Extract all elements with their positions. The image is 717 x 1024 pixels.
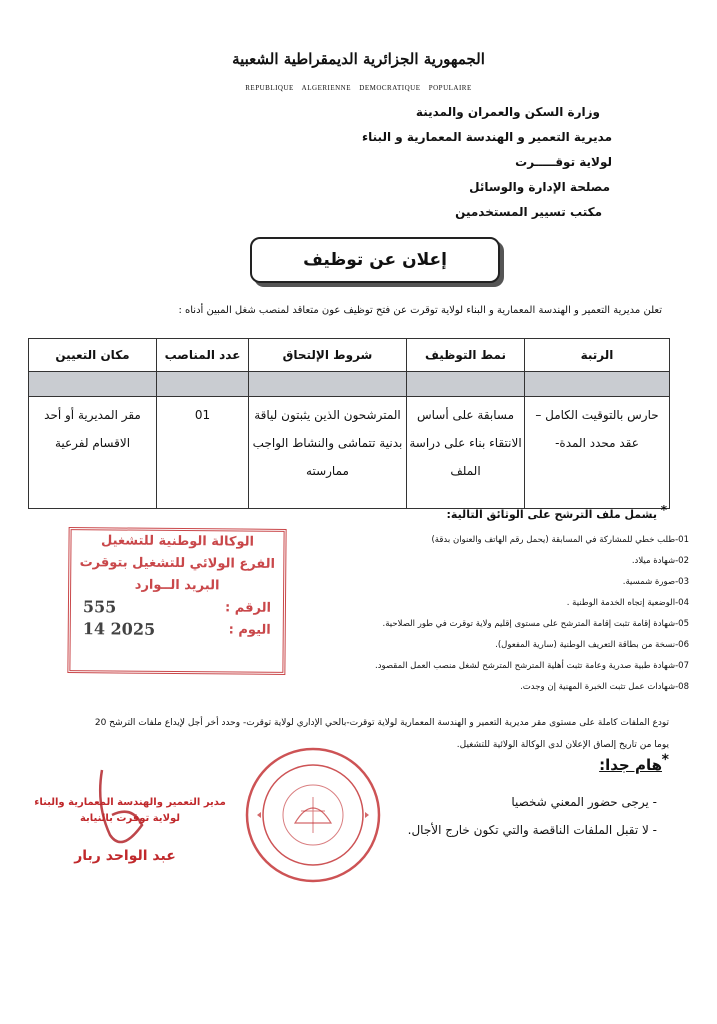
header-location: مكان التعيين: [29, 339, 157, 372]
list-item: 02-شهادة ميلاد.: [631, 556, 689, 566]
stamp-agency-line3: البريد الــوارد: [134, 577, 220, 594]
cell-recruitment-mode: مسابقة على أساس الانتقاء بناء على دراسة الملف: [407, 397, 525, 509]
cell-positions-count: 01: [157, 397, 249, 509]
job-table: [28, 338, 670, 509]
note-item: - لا تقبل الملفات الناقصة والتي تكون خارج الأجال.: [407, 823, 657, 837]
stamp-number-label: الرقم :: [225, 600, 272, 616]
header-rank: الرتبة: [525, 339, 670, 372]
stamp-number: 555: [82, 597, 117, 617]
service-line: مصلحة الإدارة والوسائل: [469, 180, 610, 194]
header-recruitment-mode: نمط التوظيف: [407, 339, 525, 372]
wilaya-line: لولاية توقـــــرت: [515, 155, 612, 169]
administration-header: [292, 100, 612, 225]
cell-conditions: المترشحون الذين يثبتون لياقة بدنية تتماشى والنشاط الواجب ممارسته: [249, 397, 407, 509]
list-item: 08-شهادات عمل تثبت الخبرة المهنية إن وجدت.: [520, 682, 689, 692]
list-item: 06-نسخة من بطاقة التعريف الوطنية (سارية المفعول).: [495, 640, 689, 650]
list-item: 01-طلب خطي للمشاركة في المسابقة (يحمل رقم الهاتف والعنوان بدقة): [431, 535, 689, 545]
republic-title-french: REPUBLIQUE ALGERIENNE DEMOCRATIQUE POPULAIRE: [245, 84, 472, 92]
ministry-line: وزارة السكن والعمران والمدينة: [415, 105, 600, 119]
announcement-title: إعلان عن توظيف: [250, 237, 500, 283]
documents-heading: يشمل ملف الترشح على الوثائق التالية:: [446, 508, 657, 521]
table-shade-row: [29, 372, 670, 397]
official-round-seal: [243, 745, 383, 885]
stamp-date-label: اليوم :: [228, 622, 271, 638]
signatory-name: عبد الواحد ربار: [74, 848, 176, 864]
list-item: 04-الوضعية إتجاه الخدمة الوطنية .: [566, 598, 689, 608]
stamp-agency-line2: الفرع الولائي للتشغيل بتوقرت: [79, 555, 276, 572]
agency-received-stamp: [67, 527, 286, 675]
note-item: - يرجى حضور المعني شخصيا: [511, 795, 657, 809]
signatory-line2: لولاية توقرت بالنيابة: [79, 813, 181, 824]
important-notes: [408, 788, 657, 844]
deposit-line: تودع الملفات كاملة على مستوى مقر مديرية التعمير و الهندسة المعمارية لولاية توقرت-بالحي الإداري لولاية توقرت- وحدد أخر أجل لإيداع ملفات الترشح 20: [94, 718, 669, 728]
header-positions-count: عدد المناصب: [157, 339, 249, 372]
office-line: مكتب تسيير المستخدمين: [455, 205, 602, 219]
important-heading: هام جدا:: [599, 756, 662, 774]
documents-star: *: [660, 503, 667, 517]
list-item: 07-شهادة طبية صدرية وعامة تثبت أهلية المترشح المترشح لشغل منصب العمل المقصود.: [375, 661, 689, 671]
republic-title-arabic: الجمهورية الجزائرية الديمقراطية الشعبية: [232, 50, 485, 68]
deposit-line: يوما من تاريخ إلصاق الإعلان لدى الوكالة الولائية للتشغيل.: [456, 740, 669, 750]
list-item: 05-شهادة إقامة تثبت إقامة المترشح على مستوى إقليم ولاية توقرت في طور الصلاحية.: [382, 619, 689, 629]
header-conditions: شروط الإلتحاق: [249, 339, 407, 372]
cell-location: مقر المديرية أو أحد الاقسام لفرعية: [29, 397, 157, 509]
table-row: [29, 397, 670, 509]
list-item: 03-صورة شمسية.: [622, 577, 689, 587]
stamp-agency-line1: الوكالة الوطنية للتشغيل: [100, 533, 255, 550]
signatory-title: [30, 795, 230, 827]
directorate-line: مديرية التعمير و الهندسة المعمارية و البناء: [362, 130, 612, 144]
cell-rank: حارس بالتوقيت الكامل –عقد محدد المدة-: [525, 397, 670, 509]
important-star: *: [661, 752, 669, 768]
stamp-date: 2025 14: [82, 619, 156, 639]
intro-paragraph: تعلن مديرية التعمير و الهندسة المعمارية و البناء لولاية توقرت عن فتح توظيف عون متعاقد لمنصب شغل المبين أدناه :: [178, 305, 662, 316]
documents-list: [309, 530, 689, 698]
signatory-line1: مدير التعمير والهندسة المعمارية والبناء: [34, 797, 226, 808]
